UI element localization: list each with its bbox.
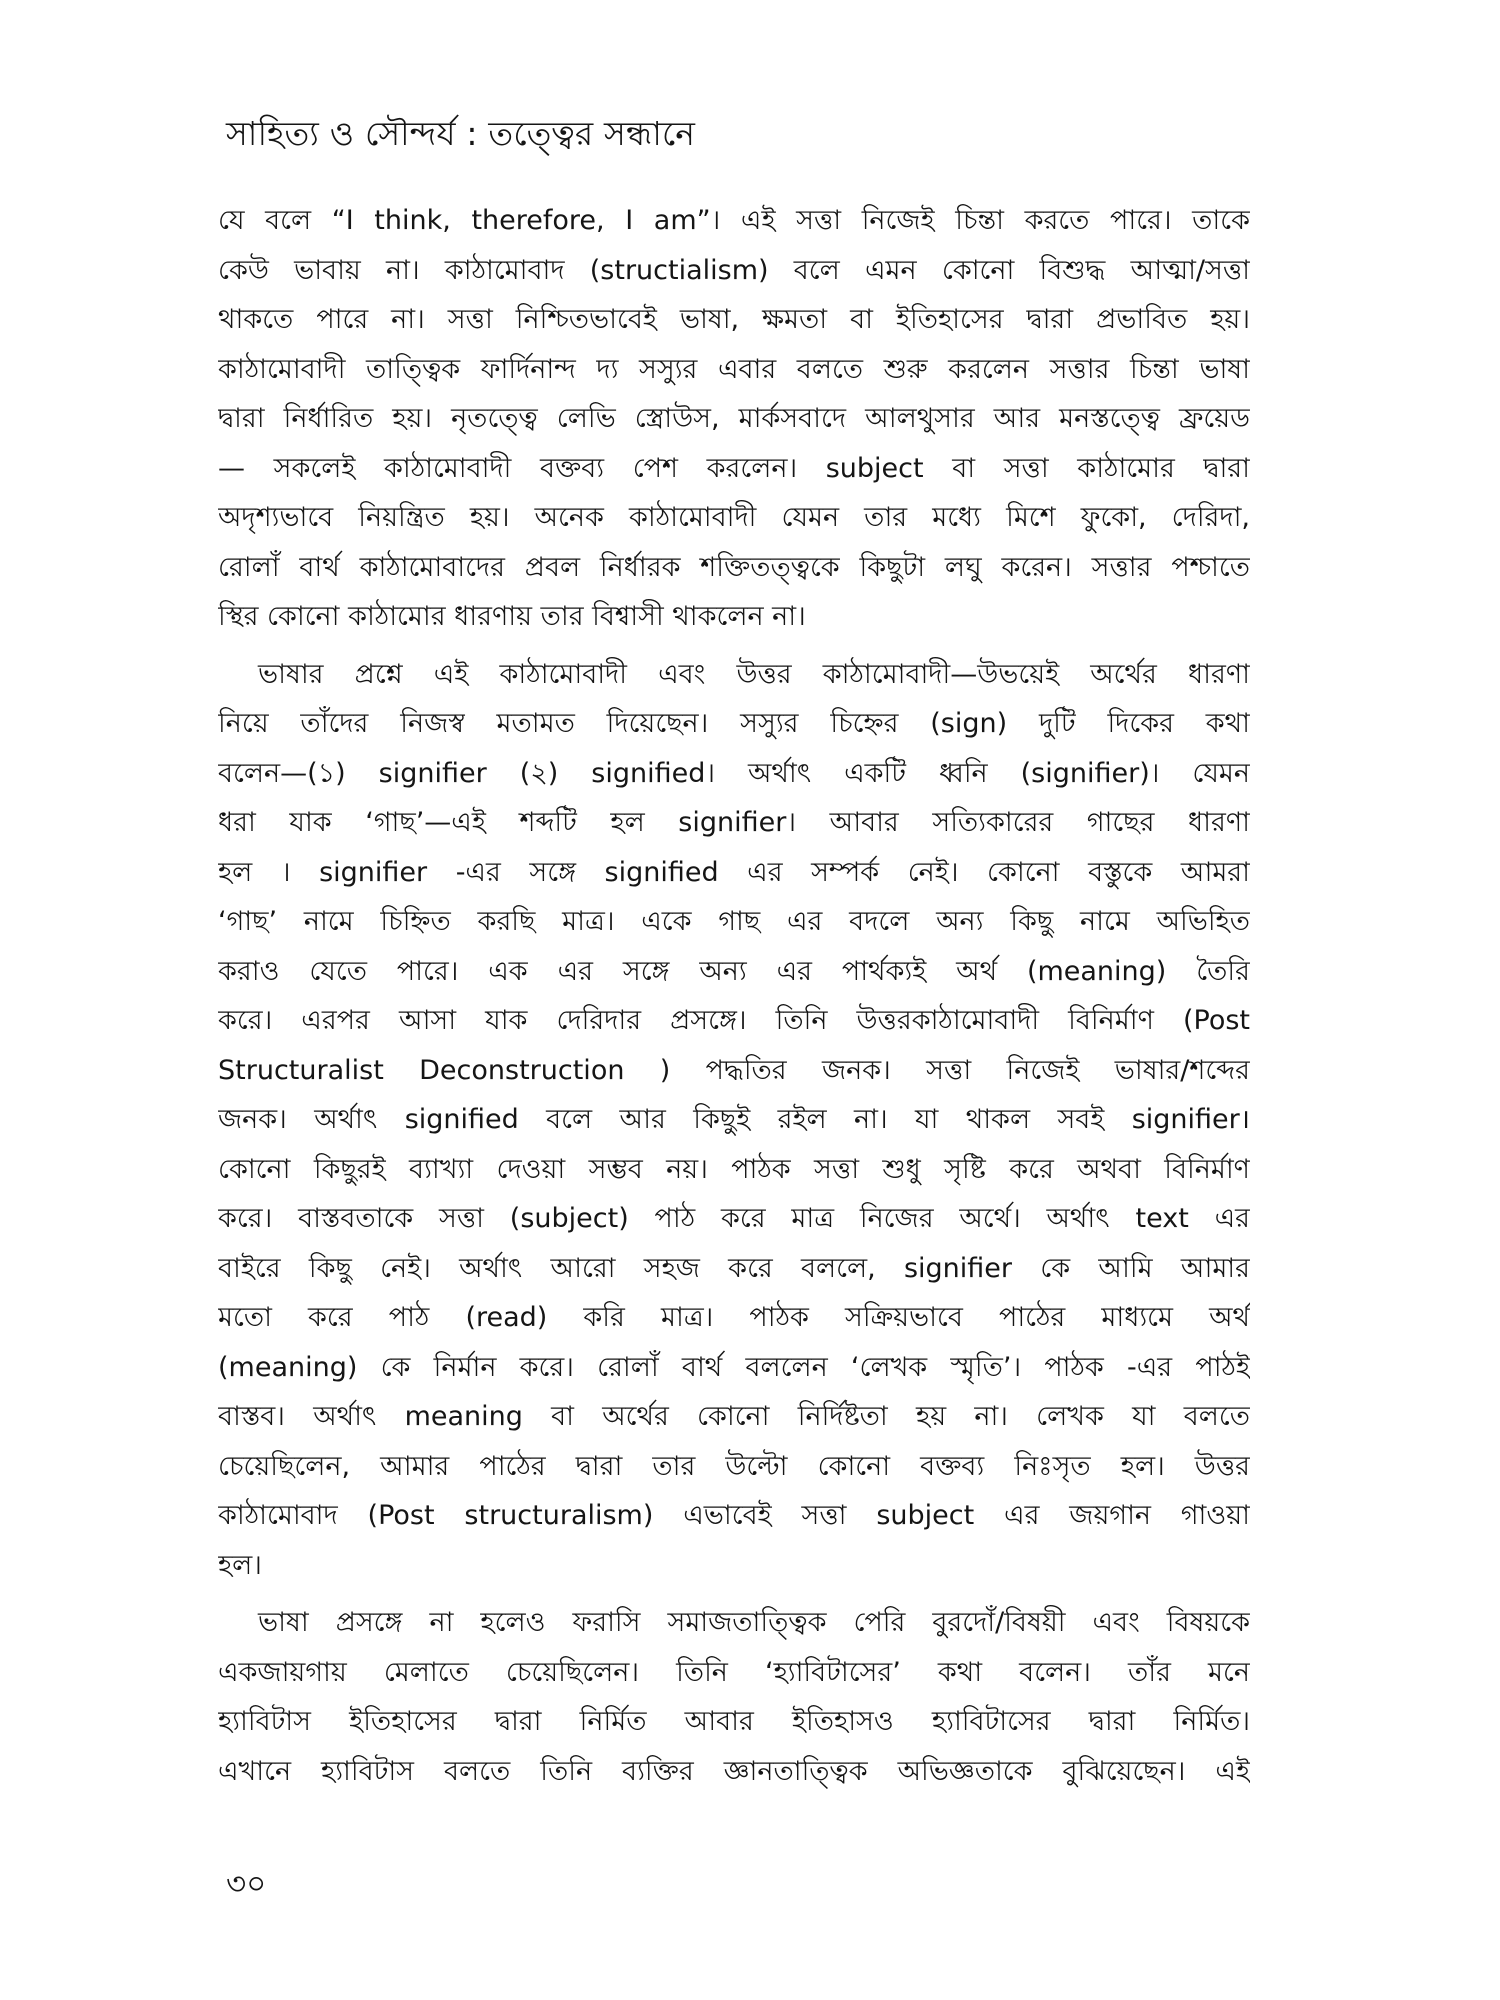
text-line: দ্বারা নির্ধারিত হয়। নৃতত্ত্বে লেভি স্ত্রোউস, মার্কসবাদে আলথুসার আর মনস্তত্ত্বে ফ্রয়েড [218, 403, 1250, 434]
paragraph-3 [218, 1598, 1250, 1796]
paragraph-1 [218, 196, 1250, 642]
text-line: চেয়েছিলেন, আমার পাঠের দ্বারা তার উল্টো কোনো বক্তব্য নিঃসৃত হল। উত্তর [218, 1450, 1250, 1482]
text-line: — সকলেই কাঠামোবাদী বক্তব্য পেশ করলেন। subject বা সত্তা কাঠামোর দ্বারা [218, 452, 1250, 484]
text-line: এখানে হ্যাবিটাস বলতে তিনি ব্যক্তির জ্ঞানতাত্ত্বিক অভিজ্ঞতাকে বুঝিয়েছেন। এই [218, 1755, 1250, 1787]
text-line: জনক। অর্থাৎ signified বলে আর কিছুই রইল না। যা থাকল সবই signifier। [218, 1104, 1250, 1135]
text-line: বলেন—(১) signifier (২) signified। অর্থাৎ একটি ধ্বনি (signifier)। যেমন [218, 757, 1250, 789]
text-line: ‘গাছ’ নামে চিহ্নিত করছি মাত্র। একে গাছ এর বদলে অন্য কিছু নামে অভিহিত [218, 906, 1250, 937]
text-line: ভাষা প্রসঙ্গে না হলেও ফরাসি সমাজতাত্ত্বিক পেরি বুরদোঁ/বিষয়ী এবং বিষয়কে [258, 1607, 1250, 1638]
text-line: কেউ ভাবায় না। কাঠামোবাদ (structialism) বলে এমন কোনো বিশুদ্ধ আত্মা/সত্তা [218, 254, 1250, 286]
text-line: করাও যেতে পারে। এক এর সঙ্গে অন্য এর পার্থক্যই অর্থ (meaning) তৈরি [218, 955, 1250, 987]
text-line: একজায়গায় মেলাতে চেয়েছিলেন। তিনি ‘হ্যাবিটাসের’ কথা বলেন। তাঁর মনে [218, 1656, 1250, 1688]
text-line: করে। বাস্তবতাকে সত্তা (subject) পাঠ করে মাত্র নিজের অর্থে। অর্থাৎ text এর [218, 1203, 1250, 1234]
text-line: কাঠামোবাদ (Post structuralism) এভাবেই সত্তা subject এর জয়গান গাওয়া [218, 1500, 1250, 1531]
text-line: হল। [218, 1549, 262, 1581]
text-line: স্থির কোনো কাঠামোর ধারণায় তার বিশ্বাসী থাকলেন না। [218, 601, 806, 632]
text-line: বাস্তব। অর্থাৎ meaning বা অর্থের কোনো নির্দিষ্টতা হয় না। লেখক যা বলতে [218, 1401, 1250, 1432]
text-line: বাইরে কিছু নেই। অর্থাৎ আরো সহজ করে বললে, signifier কে আমি আমার [218, 1252, 1250, 1284]
running-head: সাহিত্য ও সৌন্দর্য : তত্ত্বের সন্ধানে [226, 114, 696, 153]
body-text [218, 196, 1250, 1796]
text-line: হল । signifier -এর সঙ্গে signified এর সম্পর্ক নেই। কোনো বস্তুকে আমরা [218, 856, 1250, 888]
paragraph-2 [218, 650, 1250, 1591]
text-line: অদৃশ্যভাবে নিয়ন্ত্রিত হয়। অনেক কাঠামোবাদী যেমন তার মধ্যে মিশে ফুকো, দেরিদা, [218, 502, 1250, 533]
text-line: Structuralist Deconstruction ) পদ্ধতির জনক। সত্তা নিজেই ভাষার/শব্দের [218, 1054, 1250, 1086]
text-line: কাঠামোবাদী তাত্ত্বিক ফার্দিনান্দ দ্য সস্যুর এবার বলতে শুরু করলেন সত্তার চিন্তা ভাষা [218, 353, 1250, 385]
text-line: নিয়ে তাঁদের নিজস্ব মতামত দিয়েছেন। সস্যুর চিহ্নের (sign) দুটি দিকের কথা [218, 708, 1250, 739]
text-line: রোলাঁ বার্থ কাঠামোবাদের প্রবল নির্ধারক শক্তিতত্ত্বকে কিছুটা লঘু করেন। সত্তার পশ্চাতে [218, 551, 1250, 583]
page-number: ৩০ [226, 1866, 267, 1902]
text-line: মতো করে পাঠ (read) করি মাত্র। পাঠক সক্রিয়ভাবে পাঠের মাধ্যমে অর্থ [218, 1302, 1250, 1333]
text-line: (meaning) কে নির্মান করে। রোলাঁ বার্থ বললেন ‘লেখক স্মৃতি’। পাঠক -এর পাঠই [218, 1351, 1250, 1383]
text-line: থাকতে পারে না। সত্তা নিশ্চিতভাবেই ভাষা, ক্ষমতা বা ইতিহাসের দ্বারা প্রভাবিত হয়। [218, 304, 1250, 335]
text-line: যে বলে “I think, therefore, I am”। এই সত্তা নিজেই চিন্তা করতে পারে। তাকে [218, 205, 1250, 236]
text-line: হ্যাবিটাস ইতিহাসের দ্বারা নির্মিত আবার ইতিহাসও হ্যাবিটাসের দ্বারা নির্মিত। [218, 1706, 1250, 1737]
text-line: কোনো কিছুরই ব্যাখ্যা দেওয়া সম্ভব নয়। পাঠক সত্তা শুধু সৃষ্টি করে অথবা বিনির্মাণ [218, 1153, 1250, 1185]
text-line: ধরা যাক ‘গাছ’—এই শব্দটি হল signifier। আবার সত্যিকারের গাছের ধারণা [218, 807, 1250, 838]
text-line: করে। এরপর আসা যাক দেরিদার প্রসঙ্গে। তিনি উত্তরকাঠামোবাদী বিনির্মাণ (Post [218, 1005, 1250, 1036]
text-line: ভাষার প্রশ্নে এই কাঠামোবাদী এবং উত্তর কাঠামোবাদী—উভয়েই অর্থের ধারণা [258, 658, 1250, 690]
